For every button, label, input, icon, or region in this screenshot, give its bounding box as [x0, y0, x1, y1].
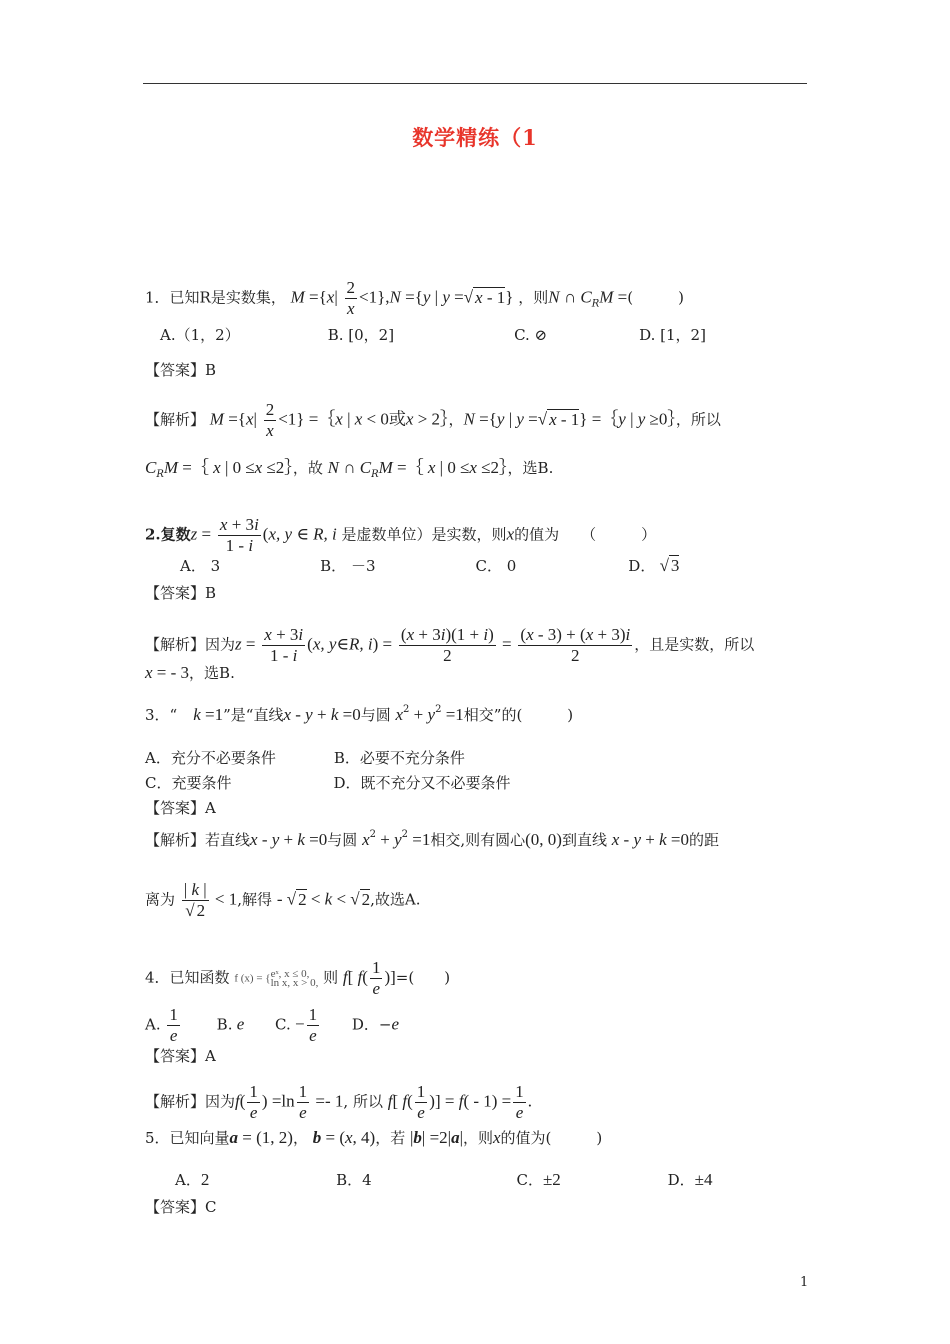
question-1-stem: 1．已知R是实数集， M ={x| $\frac{2}{x}$ <1},N ={y | y =√ x - 1} ，则N ∩ $C_RM$ =( ) [145, 278, 684, 318]
question-2-stem: 2.复数z = $\frac{x + 3i}{1 - i}$ (x, y ∈ R, i 是虚数单位）是实数，则x的值为 （ ） [145, 515, 657, 555]
question-2-analysis-1: 【解析】因为z = $\frac{x + 3i}{1 - i}$ (x, y∈R, i) = $\frac{(x + 3i)(1 + i)}{2}$ = $\frac{(x - 3) + (x + 3)i}{2}$ ，且是实数，所以 [145, 625, 755, 665]
question-5-stem: 5．已知向量a = (1, 2)， b = (x, 4)，若 |b| =2|a|，则x的值为( ) [145, 1128, 603, 1147]
question-3-choices-1: A．充分不必要条件 B．必要不充分条件 [145, 749, 465, 767]
question-5-choices: A．2 B．4 C．±2 D．±4 [175, 1170, 713, 1189]
question-1-analysis-1: 【解析】 M ={x| $\frac{2}{x}$ <1} =｛x | x < 0或x > 2｝，N ={y | y =√ x - 1} =｛y | y ≥0｝，所以 [145, 400, 721, 440]
question-3-analysis-2: 离为 $\frac{| k |}{√ 2}$ < 1,解得 - √ 2 < k < √ 2,故选A. [145, 880, 421, 920]
question-1-choices: A.（1，2） B. [0，2] C. ⊘ D. [1，2] [160, 326, 706, 344]
page-number: 1 [800, 1275, 809, 1290]
question-4-choices: A. $\frac{1}{e}$ B. e C. − $\frac{1}{e}$ D．−e [145, 1005, 400, 1045]
question-4-analysis: 【解析】因为f( $\frac{1}{e}$ ) =ln $\frac{1}{e}$ =- 1, 所以 f[ f( $\frac{1}{e}$ )] = f( - 1) = $\frac{1}{e}$ . [145, 1082, 533, 1122]
question-2-analysis-2: x = - 3，选B. [145, 663, 235, 682]
question-3-stem: 3．“ k =1”是“直线x - y + k =0与圆 $x^2 + y^2 =1$相交”的( ) [145, 704, 574, 724]
question-1-answer: 【答案】B [145, 361, 217, 379]
header-rule [143, 83, 807, 84]
question-2-answer: 【答案】B [145, 584, 217, 602]
question-3-choices-2: C．充要条件 D．既不充分又不必要条件 [145, 774, 511, 792]
question-3-answer: 【答案】A [145, 799, 216, 817]
question-3-analysis-1: 【解析】若直线x - y + k =0与圆 $x^2 + y^2 =1$相交,则有圆心(0, 0)到直线 x - y + k =0的距 [145, 829, 720, 849]
question-1-analysis-2: $C_RM$ =｛ x | 0 ≤x ≤2｝，故 N ∩ $C_RM$ =｛ x | 0 ≤x ≤2｝，选B. [145, 458, 554, 480]
question-4-stem: 4．已知函数 f (x) = {eˣ, x ≤ 0, ln x, x > 0, 则 f[ f( $\frac{1}{e}$ )]=( ) [145, 958, 451, 998]
question-4-answer: 【答案】A [145, 1047, 216, 1065]
question-2-choices: A． 3 B． －3 C． 0 D． √ 3 [180, 556, 680, 575]
question-5-answer: 【答案】C [145, 1198, 217, 1216]
page-title: 数学精练（1 [412, 125, 538, 150]
